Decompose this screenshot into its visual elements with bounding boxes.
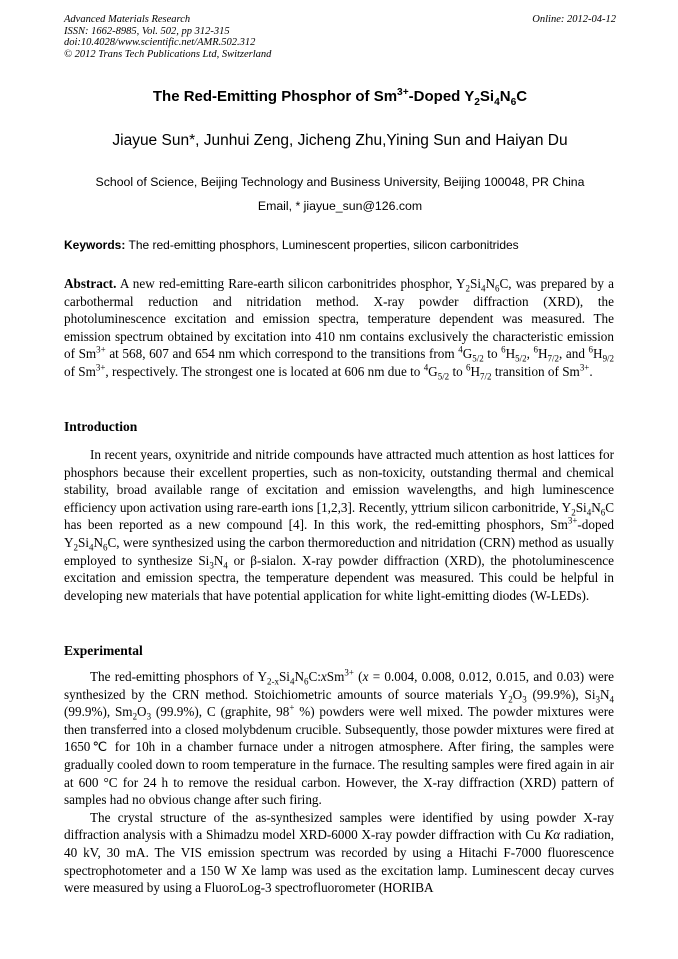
doi-line: doi:10.4028/www.scientific.net/AMR.502.312 (64, 37, 256, 48)
issn-line: ISSN: 1662-8985, Vol. 502, pp 312-315 (64, 25, 230, 37)
journal-name: Advanced Materials Research (64, 14, 191, 25)
experimental-paragraph-1: The red-emitting phosphors of $Y_{2-x}Si_4N_6C:xSm^{3+}$ (x = 0.004, 0.008, 0.012, 0.015, and 0.03) were synthesized by the CRN method. Stoichiometric amounts of source materials $Y_2O_3$ (99.9%), $Si_3N_4$ (99.9%), $Sm_2O_3$ (99.9%), C (graphite, 98+ %) powders were well mixed. The powder mixtures were then transferred into a closed molybdenum crucible. Subsequently, those powder mixtures were fired at 1650℃ for 10h in a chamber furnace under a nitrogen atmosphere. After firing, the samples were gradually cooled down to room temperature in the furnace. The resulting samples were fired again in air at 600 °C for 24 h to remove the residual carbon. However, the X-ray diffraction (XRD) pattern of samples had no obvious change after such firing. (64, 667, 614, 808)
introduction-paragraph: In recent years, oxynitride and nitride compounds have attracted much attention as host lattices for phosphors because their excellent properties, such as non-toxicity, outstanding thermal and chemical stability, broad available range of excitation and emission wavelengths, and high luminescence efficiency upon activation using rare-earth ions [1,2,3]. Recently, yttrium silicon carbonitride, $Y_2Si_4N_6C$ has been reported as a new compound [4]. In this work, the red-emitting phosphors, $Sm^{3+}$-doped $Y_2Si_4N_6C$, were synthesized using the carbon thermoreduction and nitridation (CRN) method as usually employed to synthesize $Si_3N_4$ or β-sialon. X-ray powder diffraction (XRD), the photoluminescence excitation and emission spectra, the temperature dependent was measured. This could be helpful in developing new materials that have potential application for white light-emitting diodes (W-LEDs). (64, 447, 614, 603)
abstract-label: Abstract. (64, 276, 117, 291)
affiliation: School of Science, Beijing Technology and Business University, Beijing 100048, PR China (95, 175, 585, 189)
keywords-label: Keywords: (64, 238, 126, 252)
author-list: Jiayue Sun*, Junhui Zeng, Jicheng Zhu,Yining Sun and Haiyan Du (112, 132, 568, 149)
section-heading-experimental: Experimental (64, 643, 143, 658)
keywords-text: The red-emitting phosphors, Luminescent properties, silicon carbonitrides (128, 238, 519, 252)
online-date: Online: 2012-04-12 (532, 14, 616, 25)
keywords (64, 238, 624, 252)
experimental-section (64, 668, 614, 897)
abstract: Abstract. A new red-emitting Rare-earth silicon carbonitrides phosphor, $Y_2Si_4N_6C$, was prepared by a carbothermal reduction and nitridation method. X-ray powder diffraction (XRD), the photoluminescence excitation and emission spectra, temperature dependent was measured. The emission spectrum obtained by excitation into 410 nm contains exclusively the characteristic emission of $Sm^{3+}$ at 568, 607 and 654 nm which correspond to the transitions from $^4G_{5/2}$ to $^6H_{5/2}$, $^6H_{7/2}$, and $^6H_{9/2}$ of $Sm^{3+}$, respectively. The strongest one is located at 606 nm due to $^4G_{5/2}$ to $^6H_{7/2}$ transition of $Sm^{3+}$. (64, 276, 615, 382)
experimental-paragraph-2: The crystal structure of the as-synthesized samples were identified by using powder X-ray diffraction analysis with a Shimadzu model XRD-6000 X-ray powder diffraction with Cu Kα radiation, 40 kV, 30 mA. The VIS emission spectrum was recorded by using a Hitachi F-7000 fluorescence spectrophotometer and a 150 W Xe lamp was used as the excitation lamp. Luminescent decay curves were measured by using a FluoroLog-3 spectrofluorometer (HORIBA (64, 809, 614, 896)
copyright-line: © 2012 Trans Tech Publications Ltd, Switzerland (64, 48, 272, 60)
paper-title: The Red-Emitting Phosphor of $Sm^{3+}$-Doped $Y_2Si_4N_6C$ (152, 87, 528, 108)
section-heading-introduction: Introduction (64, 419, 138, 434)
author-email: Email, * jiayue_sun@126.com (257, 199, 423, 213)
journal-header (64, 14, 616, 60)
